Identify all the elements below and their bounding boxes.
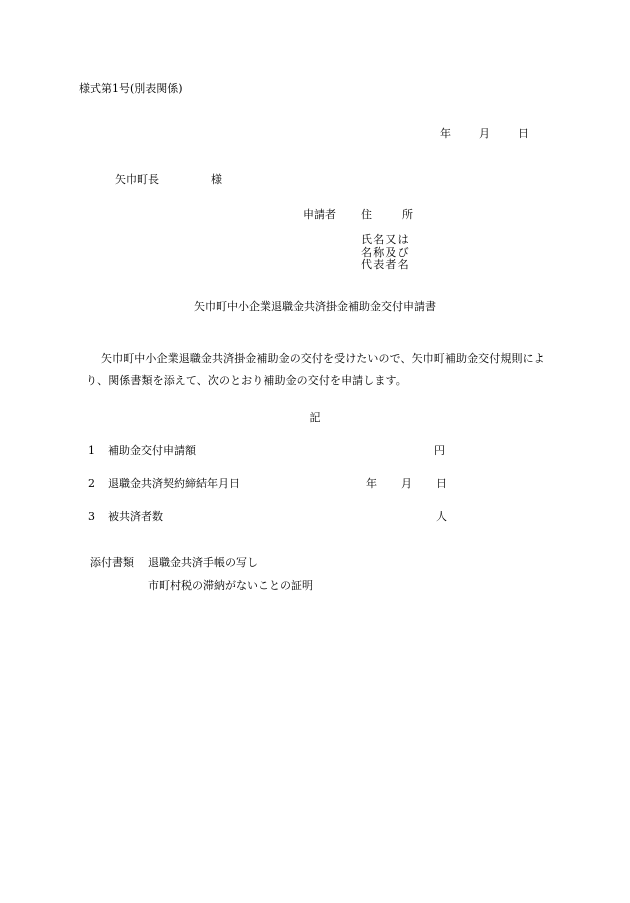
unit-month: 月 xyxy=(401,477,412,490)
date-year: 年 xyxy=(440,127,451,140)
unit-person: 人 xyxy=(436,510,447,523)
item-label: 補助金交付申請額 xyxy=(108,444,196,457)
name-line-3: 代表者名 xyxy=(361,258,410,271)
addressee-name: 矢巾町長 xyxy=(115,173,159,186)
applicant-label: 申請者 xyxy=(303,208,336,221)
date-month: 月 xyxy=(479,127,490,140)
document-title: 矢巾町中小企業退職金共済掛金補助金交付申請書 xyxy=(194,300,436,313)
item-label: 被共済者数 xyxy=(108,510,163,523)
item-label: 退職金共済契約締結年月日 xyxy=(108,477,240,490)
item-contract-date xyxy=(88,477,240,491)
address-label: 住 所 xyxy=(361,208,413,221)
item-insured-count xyxy=(88,510,163,524)
applicant-name-label xyxy=(361,234,410,272)
body-text: 矢巾町中小企業退職金共済掛金補助金の交付を受けたいので、矢巾町補助金交付規則により、関係書類を添えて、次のとおり補助金の交付を申請します。 xyxy=(86,352,545,387)
attachment-document: 市町村税の滞納がないことの証明 xyxy=(148,579,313,592)
name-line-2: 名称及び xyxy=(361,245,410,259)
attachments-label: 添付書類 xyxy=(90,556,134,569)
addressee xyxy=(115,173,222,187)
date-day: 日 xyxy=(518,127,529,140)
addressee-honorific: 様 xyxy=(211,173,222,186)
item-number: 1 xyxy=(88,444,95,457)
ki-heading: 記 xyxy=(309,411,321,424)
item-number: 2 xyxy=(88,477,95,490)
attachment-document: 退職金共済手帳の写し xyxy=(148,556,258,569)
date-line xyxy=(440,127,529,141)
name-line-1: 氏名又は xyxy=(361,233,410,246)
item-number: 3 xyxy=(88,510,95,523)
unit-year: 年 xyxy=(366,477,377,490)
unit-yen: 円 xyxy=(434,444,445,457)
unit-day: 日 xyxy=(436,477,447,490)
form-number: 様式第1号(別表関係) xyxy=(79,82,183,95)
item-application-amount xyxy=(88,444,196,458)
